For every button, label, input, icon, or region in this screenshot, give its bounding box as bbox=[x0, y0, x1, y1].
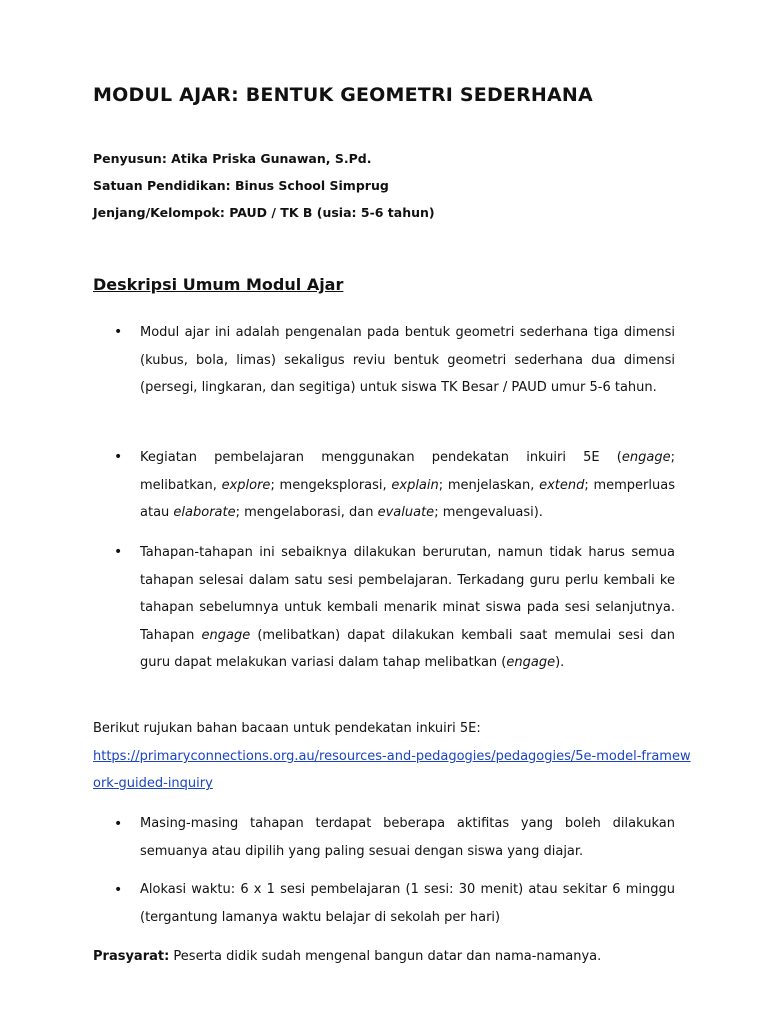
text-run: ; melibatkan, bbox=[140, 450, 675, 493]
italic-term: explain bbox=[391, 477, 439, 493]
bullet-paragraph-5e bbox=[140, 444, 675, 527]
text-run: (melibatkan) dapat dilakukan kembali saat memulai sesi dan guru dapat melakukan variasi dalam tahap melibatkan ( bbox=[140, 627, 675, 670]
prasyarat-line bbox=[93, 949, 601, 964]
bullet-paragraph-aktifitas: Masing-masing tahapan terdapat beberapa aktifitas yang boleh dilakukan semuanya atau dipilih yang paling sesuai dengan siswa yang diajar. bbox=[140, 816, 675, 859]
italic-term: engage bbox=[621, 450, 671, 465]
bullet-paragraph-intro: Modul ajar ini adalah pengenalan pada bentuk geometri sederhana tiga dimensi (kubus, bola, limas) sekaligus reviu bentuk geometri sederhana dua dimensi (persegi, lingkaran, dan segitiga) untuk siswa TK Besar / PAUD umur 5-6 tahun. bbox=[140, 325, 675, 395]
prasyarat-text: Peserta didik sudah mengenal bangun datar dan nama-namanya. bbox=[169, 949, 602, 964]
document-title: MODUL AJAR: BENTUK GEOMETRI SEDERHANA bbox=[93, 84, 593, 106]
italic-term: elaborate bbox=[173, 505, 236, 520]
bullet-marker: • bbox=[114, 449, 123, 465]
italic-term: engage bbox=[201, 627, 251, 643]
bullet-marker: • bbox=[114, 324, 123, 340]
text-run: Kegiatan pembelajaran menggunakan pendekatan inkuiri 5E ( bbox=[140, 450, 622, 465]
text-run: ; mengevaluasi). bbox=[434, 505, 543, 520]
prasyarat-label: Prasyarat: bbox=[93, 949, 170, 964]
bullet-paragraph-alokasi-waktu: Alokasi waktu: 6 x 1 sesi pembelajaran (1 sesi: 30 menit) atau sekitar 6 minggu (tergantung lamanya waktu belajar di sekolah per hari) bbox=[140, 882, 675, 925]
italic-term: evaluate bbox=[377, 505, 435, 520]
text-run: Tahapan-tahapan ini sebaiknya dilakukan berurutan, namun tidak harus semua tahapan selesai dalam satu sesi pembelajaran. Terkadang guru perlu kembali ke tahapan sebelumnya untuk kembali menarik minat siswa pada sesi selanjutnya. Tahapan bbox=[140, 545, 675, 643]
bullet-marker: • bbox=[114, 544, 123, 560]
bullet-marker: • bbox=[114, 816, 123, 832]
bullet-marker: • bbox=[114, 882, 123, 898]
italic-term: extend bbox=[539, 477, 585, 493]
italic-term: explore bbox=[221, 477, 271, 493]
text-run: ; mengeksplorasi, bbox=[270, 477, 392, 493]
italic-term: engage bbox=[506, 655, 556, 670]
text-run: ; memperluas atau bbox=[140, 477, 675, 520]
text-run: ; mengelaborasi, dan bbox=[235, 505, 378, 520]
bullet-paragraph-tahapan bbox=[140, 539, 675, 677]
meta-satuan-pendidikan: Satuan Pendidikan: Binus School Simprug bbox=[93, 178, 389, 193]
reference-link[interactable]: https://primaryconnections.org.au/resources-and-pedagogies/pedagogies/5e-model-framework-guided-inquiry bbox=[93, 749, 691, 791]
meta-penyusun: Penyusun: Atika Priska Gunawan, S.Pd. bbox=[93, 151, 372, 166]
text-run: ). bbox=[555, 655, 565, 670]
section-heading-deskripsi: Deskripsi Umum Modul Ajar bbox=[93, 275, 344, 294]
text-run: ; menjelaskan, bbox=[438, 477, 540, 493]
reference-intro: Berikut rujukan bahan bacaan untuk pendekatan inkuiri 5E: bbox=[93, 721, 481, 736]
meta-jenjang: Jenjang/Kelompok: PAUD / TK B (usia: 5-6 tahun) bbox=[93, 205, 435, 220]
